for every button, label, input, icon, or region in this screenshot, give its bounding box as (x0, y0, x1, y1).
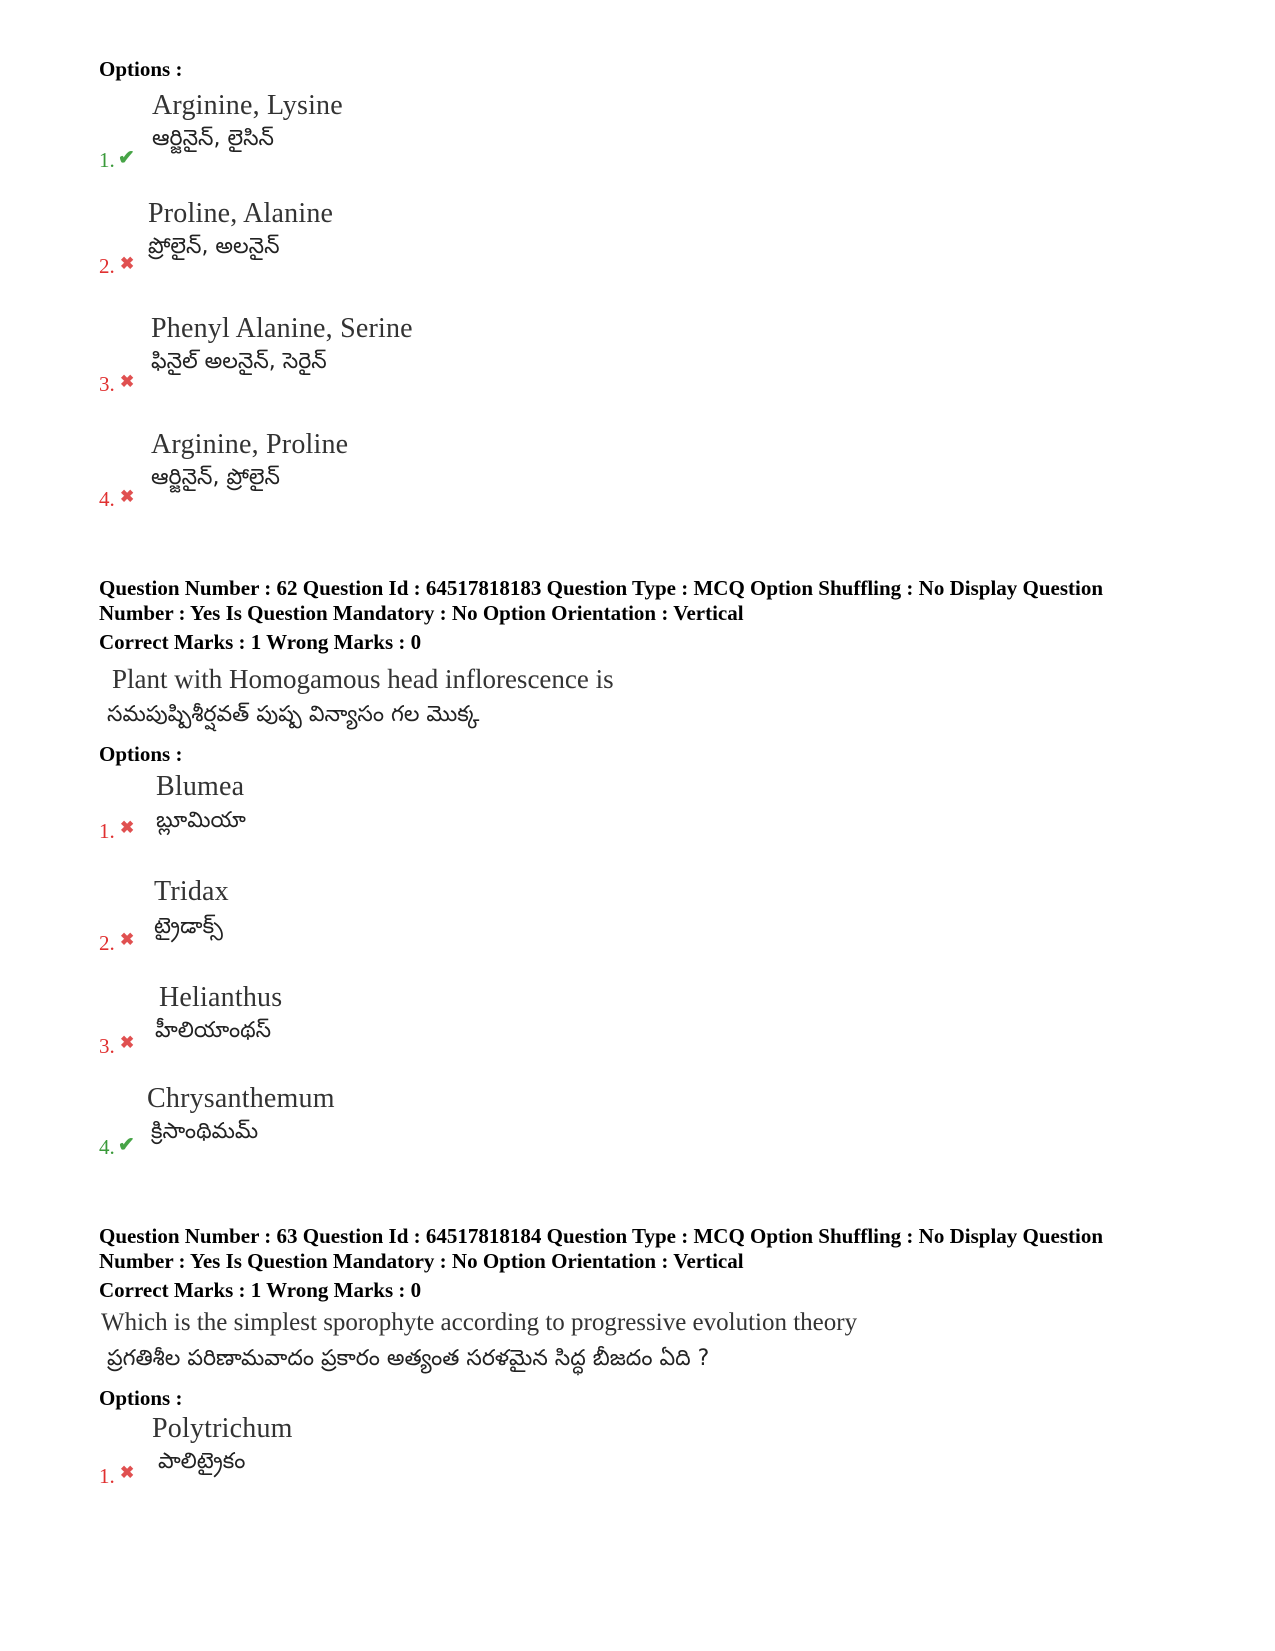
option-text-te: ప్రోలైన్, అలనైన్ (148, 234, 280, 259)
option-number: 3. (99, 372, 115, 396)
option-text-en: Arginine, Lysine (152, 90, 343, 121)
option-text-en: Chrysanthemum (147, 1083, 335, 1114)
question-meta-line: Number : Yes Is Question Mandatory : No Option Orientation : Vertical (99, 601, 744, 625)
option-number: 1. (99, 148, 115, 172)
option-number: 4. (99, 487, 115, 511)
option-text-en: Helianthus (159, 982, 283, 1013)
options-label: Options : (99, 57, 183, 81)
question-marks: Correct Marks : 1 Wrong Marks : 0 (99, 1278, 422, 1302)
options-label: Options : (99, 1386, 183, 1410)
cross-icon: ✖ (120, 487, 135, 506)
option-text-te: హీలియాంథస్ (155, 1018, 272, 1043)
question-text-te: సమపుష్పిశీర్షవత్ పుష్ప విన్యాసం గల మొక్క (107, 702, 480, 727)
option-number: 4. (99, 1135, 115, 1159)
option-text-te: పాలిట్రైకం (158, 1449, 246, 1474)
question-marks: Correct Marks : 1 Wrong Marks : 0 (99, 630, 422, 654)
option-text-en: Polytrichum (152, 1413, 293, 1444)
question-text-en: Which is the simplest sporophyte according to progressive evolution theory (101, 1309, 858, 1336)
cross-icon: ✖ (120, 1463, 135, 1482)
option-number: 2. (99, 254, 115, 278)
cross-icon: ✖ (120, 254, 135, 273)
option-text-te: క్రిసాంథిమమ్ (151, 1119, 259, 1144)
option-text-te: ఆర్జినైన్, లైసిన్ (152, 126, 274, 151)
question-meta-line: Question Number : 63 Question Id : 64517818184 Question Type : MCQ Option Shuffling : No Display Question (99, 1224, 1104, 1248)
check-icon: ✔ (118, 1134, 135, 1156)
options-label: Options : (99, 742, 183, 766)
option-number: 3. (99, 1034, 115, 1058)
check-icon: ✔ (118, 147, 135, 169)
question-meta-line: Number : Yes Is Question Mandatory : No Option Orientation : Vertical (99, 1249, 744, 1273)
option-text-en: Proline, Alanine (148, 198, 334, 229)
question-meta (99, 576, 1219, 655)
option-text-te: ట్రైడాక్స్ (154, 914, 223, 939)
cross-icon: ✖ (120, 930, 135, 949)
option-text-en: Tridax (154, 876, 229, 907)
option-text-te: ఫినైల్ అలనైన్, సెరైన్ (151, 349, 327, 374)
cross-icon: ✖ (120, 1033, 135, 1052)
option-text-en: Phenyl Alanine, Serine (151, 313, 413, 344)
question-meta (99, 1224, 1219, 1303)
cross-icon: ✖ (120, 372, 135, 391)
option-text-te: బ్లూమియా (156, 808, 246, 833)
option-text-te: ఆర్జినైన్, ప్రోలైన్ (151, 465, 280, 490)
option-number: 1. (99, 819, 115, 843)
option-number: 2. (99, 931, 115, 955)
question-text-en: Plant with Homogamous head inflorescence is (112, 664, 614, 694)
question-meta-line: Question Number : 62 Question Id : 64517818183 Question Type : MCQ Option Shuffling : No Display Question (99, 576, 1104, 600)
option-text-en: Blumea (156, 771, 245, 802)
question-text-te: ప్రగతిశీల పరిణామవాదం ప్రకారం అత్యంత సరళమైన సిద్ధ బీజదం ఏది ? (107, 1346, 710, 1371)
cross-icon: ✖ (120, 818, 135, 837)
option-text-en: Arginine, Proline (151, 429, 349, 460)
option-number: 1. (99, 1464, 115, 1488)
